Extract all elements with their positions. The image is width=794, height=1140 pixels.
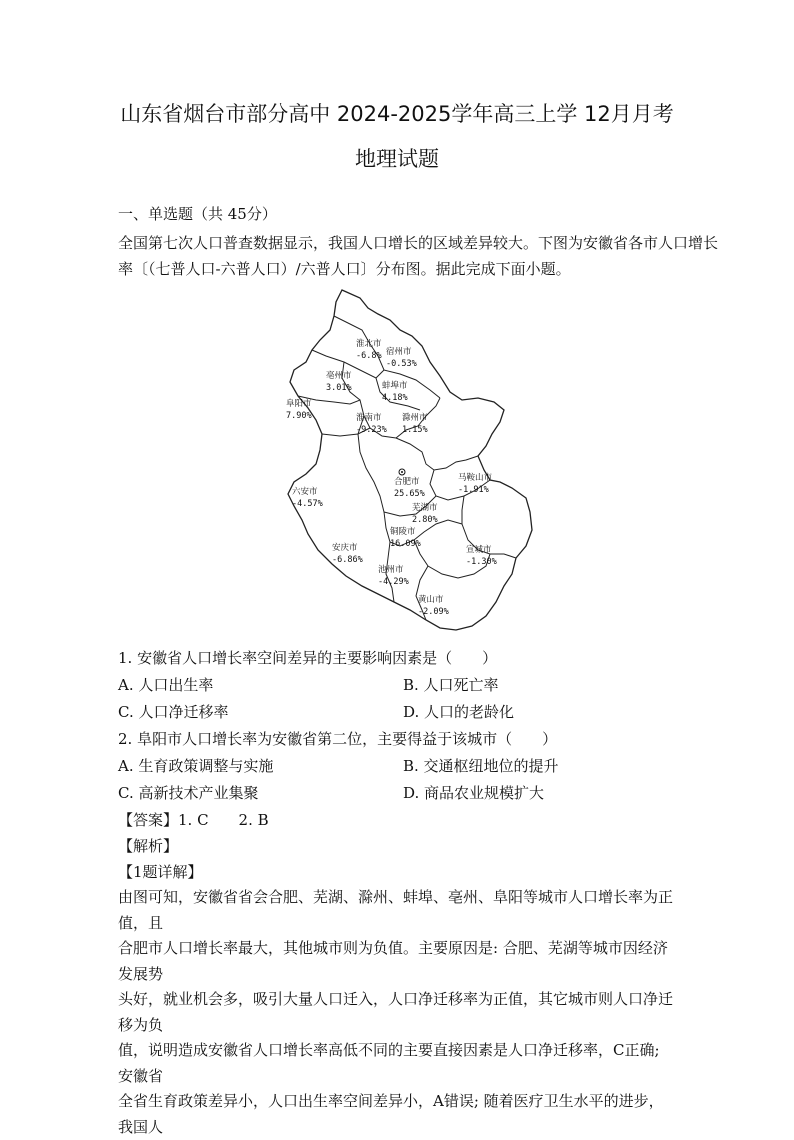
- city-name-label: 阜阳市: [286, 399, 312, 409]
- city-name-label: 池州市: [378, 565, 404, 575]
- q1-option-c: C. 人口净迁移率: [118, 703, 229, 721]
- intro-line-2: 率〔（七普人口-六普人口）/六普人口〕分布图。据此完成下面小题。: [118, 260, 571, 278]
- city-name-label: 宿州市: [386, 347, 412, 357]
- city-rate-label: -6.86%: [332, 555, 363, 565]
- city-name-label: 淮南市: [356, 413, 382, 423]
- q1-option-b: B. 人口死亡率: [403, 676, 499, 694]
- anhui-population-map: [250, 284, 550, 636]
- city-rate-label: -1.91%: [458, 485, 489, 495]
- city-name-label: 六安市: [292, 487, 318, 497]
- city-name-label: 滁州市: [402, 413, 428, 423]
- city-rate-label: -9.23%: [356, 425, 387, 435]
- city-rate-label: -2.09%: [418, 607, 449, 617]
- q2-option-a: A. 生育政策调整与实施: [118, 757, 274, 775]
- title-line-2: 地理试题: [355, 147, 439, 171]
- city-rate-label: 16.09%: [390, 539, 421, 549]
- q2-option-d: D. 商品农业规模扩大: [403, 784, 545, 802]
- city-name-label: 宣城市: [466, 545, 492, 555]
- city-rate-label: 3.01%: [326, 383, 352, 393]
- explanation-line: 头好，就业机会多，吸引大量人口迁入，人口净迁移率为正值，其它城市则人口净迁移为负: [118, 990, 674, 1034]
- city-rate-label: -6.8%: [356, 351, 382, 361]
- city-rate-label: 2.80%: [412, 515, 438, 525]
- city-name-label: 黄山市: [418, 595, 444, 605]
- city-rate-label: 1.15%: [402, 425, 428, 435]
- city-name-label: 蚌埠市: [382, 381, 408, 391]
- explanation-line: 值，说明造成安徽省人口增长率高低不同的主要直接因素是人口净迁移率，C正确; 安徽省: [118, 1041, 660, 1085]
- city-rate-label: -4.29%: [378, 577, 409, 587]
- intro-line-1: 全国第七次人口普查数据显示，我国人口增长的区域差异较大。下图为安徽省各市人口增长: [118, 234, 719, 252]
- explanation-line: 全省生育政策差异小，人口出生率空间差异小，A错误; 随着医疗卫生水平的进步，我国人: [118, 1092, 664, 1136]
- city-name-label: 亳州市: [326, 371, 352, 381]
- q1-option-d: D. 人口的老龄化: [403, 703, 515, 721]
- q2-stem: 2. 阜阳市人口增长率为安徽省第二位，主要得益于该城市（ ）: [118, 730, 558, 748]
- q1-option-a: A. 人口出生率: [118, 676, 214, 694]
- city-name-label: 芜湖市: [412, 503, 438, 513]
- city-rate-label: 7.90%: [286, 411, 312, 421]
- title-line-1: 山东省烟台市部分高中 2024-2025学年高三上学 12月月考: [120, 102, 674, 126]
- city-name-label: 合肥市: [394, 477, 420, 487]
- explanation-paragraph: [118, 885, 678, 1140]
- city-name-label: 淮北市: [356, 339, 382, 349]
- detail-heading: 【1题详解】: [118, 863, 203, 881]
- province-outline: [288, 290, 532, 630]
- city-rate-label: 4.18%: [382, 393, 408, 403]
- explanation-line: 由图可知，安徽省省会合肥、芜湖、滁州、蚌埠、亳州、阜阳等城市人口增长率为正值，且: [118, 888, 674, 932]
- city-name-label: 马鞍山市: [458, 473, 493, 483]
- city-name-label: 铜陵市: [390, 527, 416, 537]
- explanation-line: 合肥市人口增长率最大，其他城市则为负值。主要原因是: 合肥、芜湖等城市因经济发展势: [118, 939, 668, 983]
- city-name-label: 安庆市: [332, 543, 358, 553]
- q1-stem: 1. 安徽省人口增长率空间差异的主要影响因素是（ ）: [118, 649, 498, 667]
- q2-option-c: C. 高新技术产业集聚: [118, 784, 259, 802]
- city-rate-label: -4.57%: [292, 499, 323, 509]
- analysis-heading: 【解析】: [118, 837, 179, 855]
- q2-option-b: B. 交通枢纽地位的提升: [403, 757, 559, 775]
- city-rate-label: -0.53%: [386, 359, 417, 369]
- city-rate-label: 25.65%: [394, 489, 425, 499]
- section-heading: 一、单选题（共 45分）: [118, 205, 277, 223]
- answer-line: 【答案】1. C 2. B: [118, 811, 269, 829]
- city-rate-label: -1.30%: [466, 557, 497, 567]
